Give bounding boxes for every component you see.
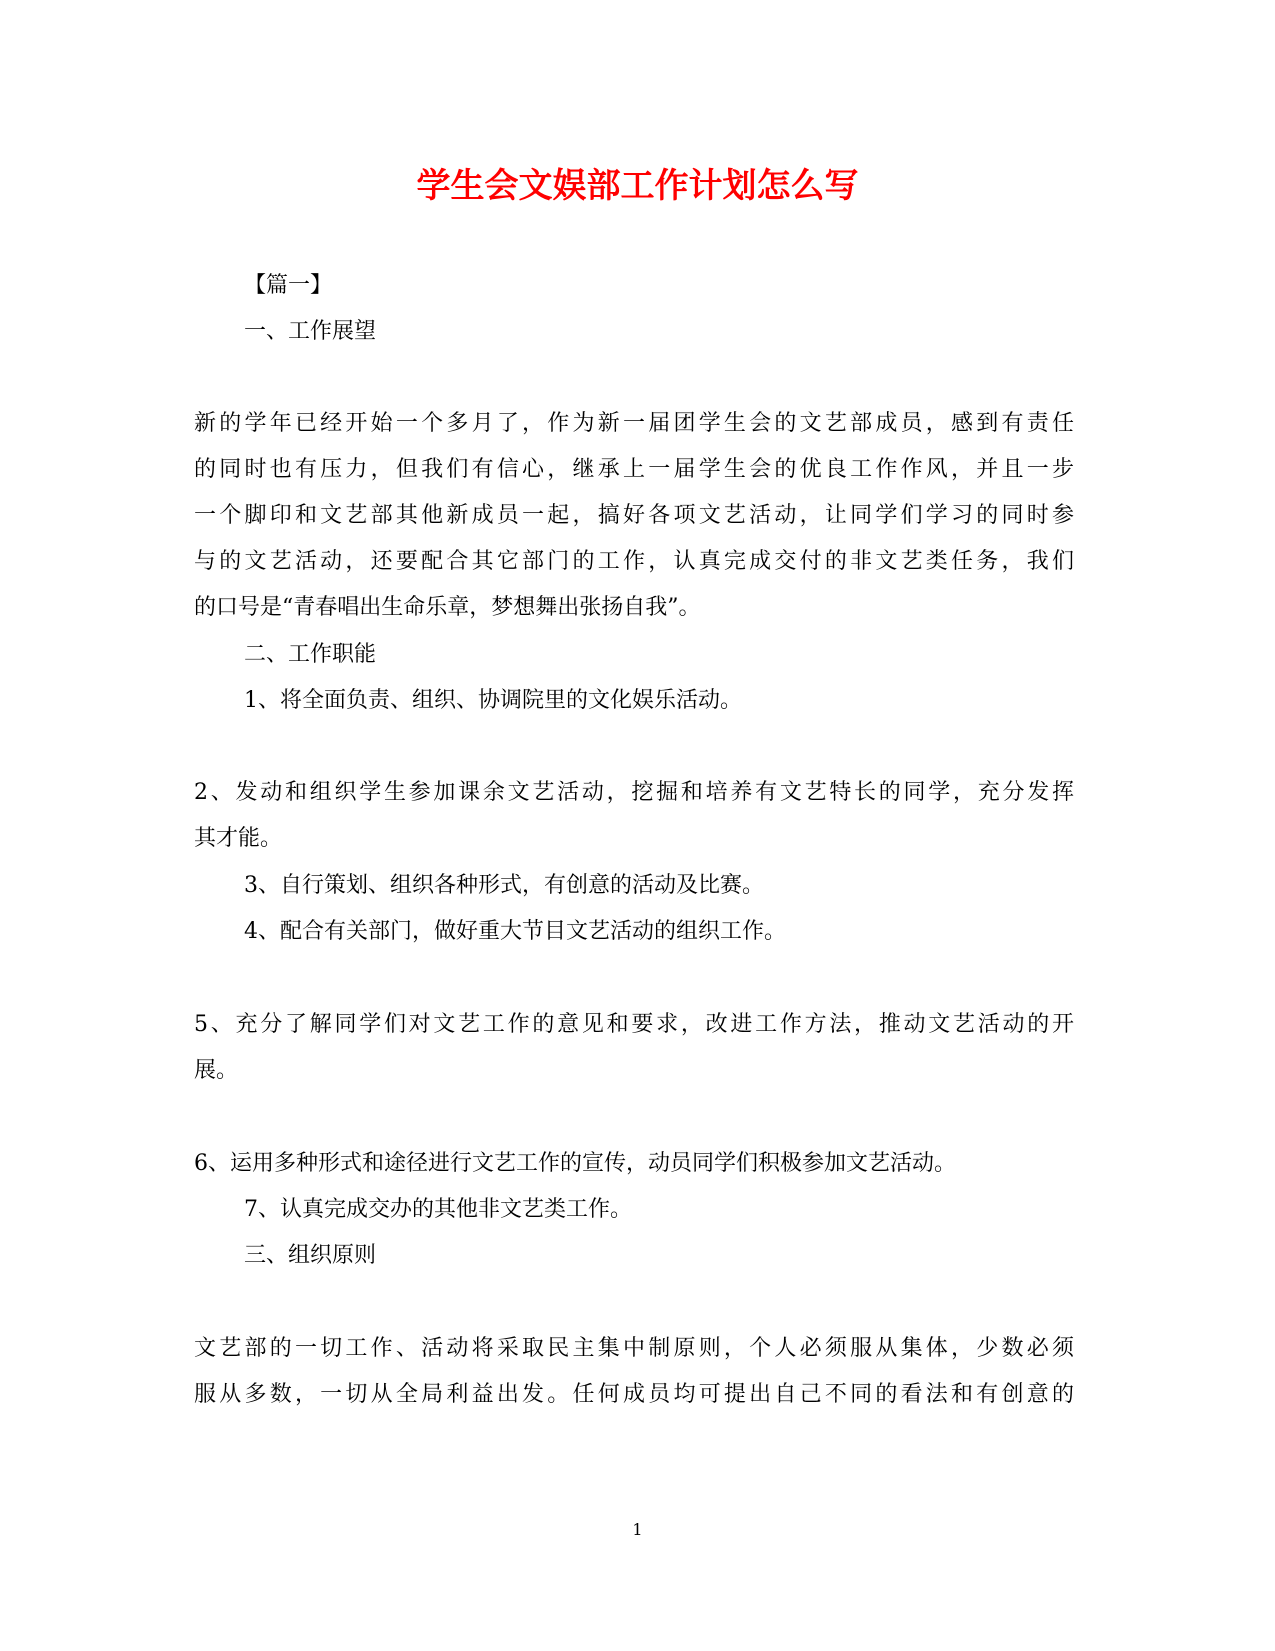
paragraph-line: 的同时也有压力，但我们有信心，继承上一届学生会的优良工作作风，并且一步 xyxy=(194,457,1074,482)
list-item: 4、配合有关部门，做好重大节目文艺活动的组织工作。 xyxy=(244,919,786,944)
page-number: 1 xyxy=(632,1520,643,1539)
list-item: 5、充分了解同学们对文艺工作的意见和要求，改进工作方法，推动文艺活动的开 xyxy=(194,1012,1074,1037)
list-item: 3、自行策划、组织各种形式，有创意的活动及比赛。 xyxy=(244,873,764,898)
list-item: 6、运用多种形式和途径进行文艺工作的宣传，动员同学们积极参加文艺活动。 xyxy=(194,1151,956,1176)
paragraph-line: 一个脚印和文艺部其他新成员一起，搞好各项文艺活动，让同学们学习的同时参 xyxy=(194,503,1074,528)
paragraph-line: 文艺部的一切工作、活动将采取民主集中制原则，个人必须服从集体，少数必须 xyxy=(194,1336,1074,1361)
list-item: 1、将全面负责、组织、协调院里的文化娱乐活动。 xyxy=(244,688,742,713)
list-item: 展。 xyxy=(194,1058,239,1083)
paragraph-line: 与的文艺活动，还要配合其它部门的工作，认真完成交付的非文艺类任务，我们 xyxy=(194,549,1074,574)
section-label: 【篇一】 xyxy=(244,273,333,298)
list-item: 7、认真完成交办的其他非文艺类工作。 xyxy=(244,1197,632,1222)
list-item: 其才能。 xyxy=(194,826,283,851)
paragraph-line: 的口号是“青春唱出生命乐章，梦想舞出张扬自我”。 xyxy=(194,595,701,620)
heading-organization-principles: 三、组织原则 xyxy=(244,1243,377,1268)
paragraph-line: 新的学年已经开始一个多月了，作为新一届团学生会的文艺部成员，感到有责任 xyxy=(194,411,1074,436)
heading-work-functions: 二、工作职能 xyxy=(244,642,377,667)
heading-work-outlook: 一、工作展望 xyxy=(244,319,377,344)
document-title: 学生会文娱部工作计划怎么写 xyxy=(416,166,859,206)
list-item: 2、发动和组织学生参加课余文艺活动，挖掘和培养有文艺特长的同学，充分发挥 xyxy=(194,780,1074,805)
paragraph-line: 服从多数，一切从全局利益出发。任何成员均可提出自己不同的看法和有创意的 xyxy=(194,1382,1074,1407)
